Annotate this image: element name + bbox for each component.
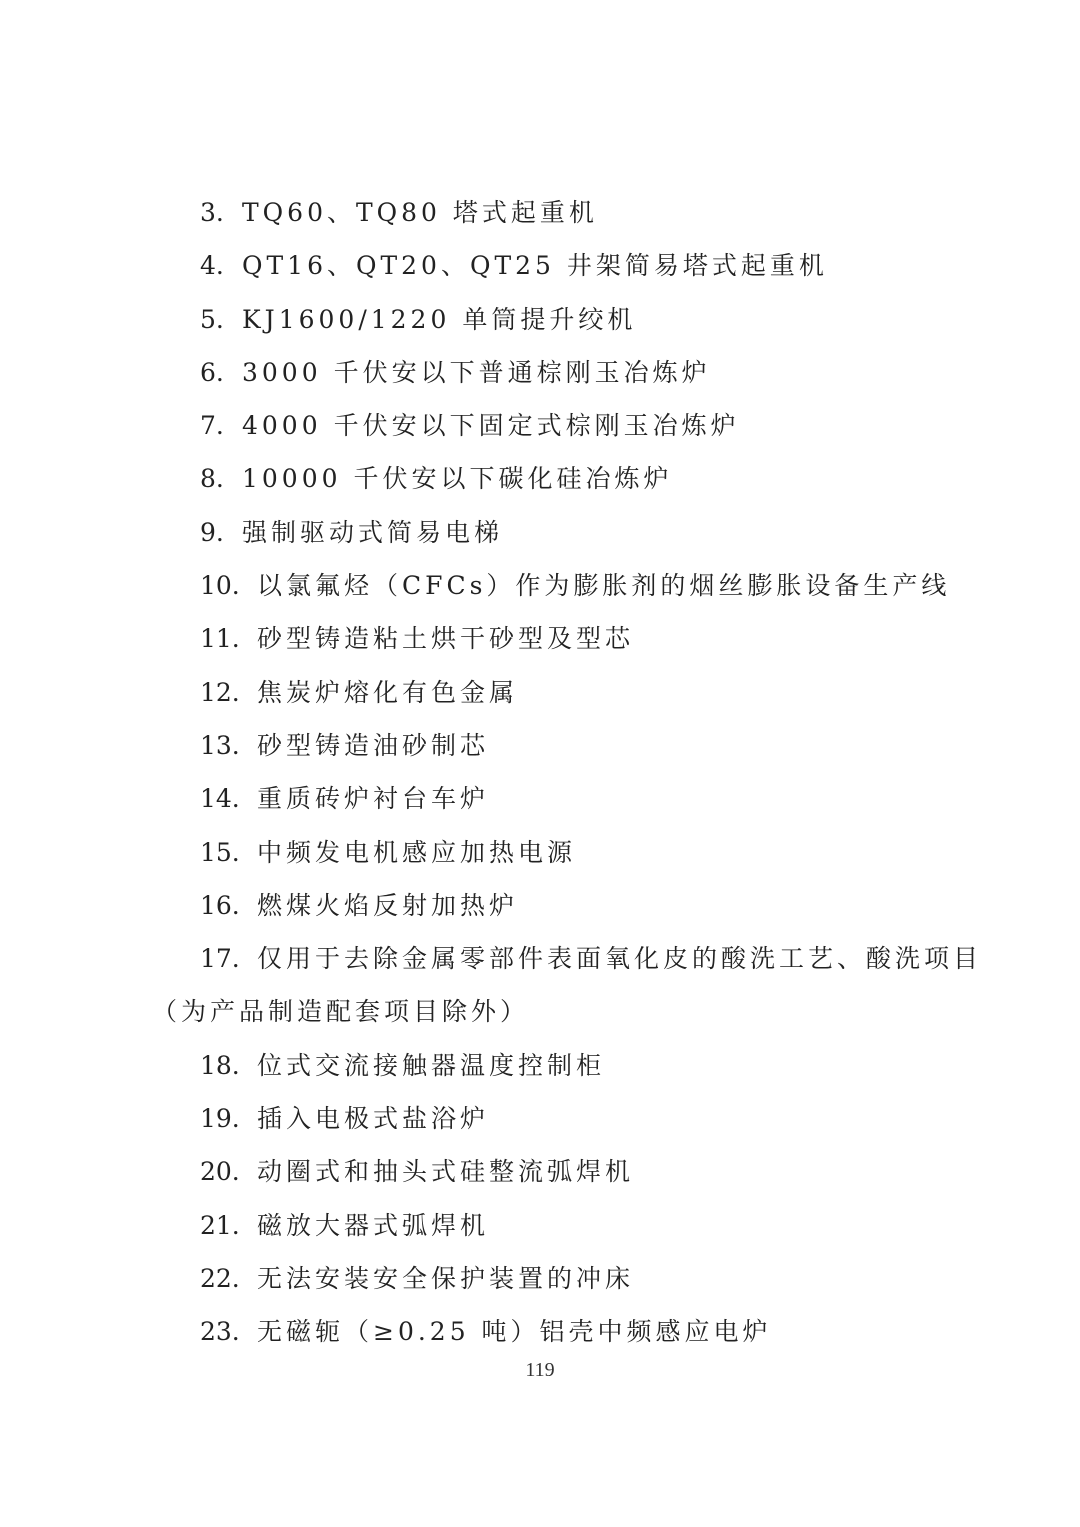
list-item <box>0 559 1080 612</box>
list-item <box>0 1145 1080 1198</box>
list-item <box>0 772 1080 825</box>
item-number: 21. <box>200 1210 240 1240</box>
item-text: KJ1600/1220 单筒提升绞机 <box>242 304 637 334</box>
item-number: 16. <box>200 890 240 920</box>
item-text: 位式交流接触器温度控制柜 <box>257 1050 606 1080</box>
list-item <box>0 1305 1080 1358</box>
item-text: 动圈式和抽头式硅整流弧焊机 <box>257 1157 635 1187</box>
item-number: 14. <box>200 784 240 814</box>
item-text: 砂型铸造油砂制芯 <box>257 730 490 760</box>
list-item <box>0 239 1080 292</box>
item-number: 7. <box>200 411 224 441</box>
item-text: 4000 千伏安以下固定式棕刚玉冶炼炉 <box>242 411 740 441</box>
item-text: 无法安装安全保护装置的冲床 <box>257 1263 635 1293</box>
list-item <box>0 666 1080 719</box>
item-list <box>0 186 1080 1359</box>
item-number: 19. <box>200 1104 240 1134</box>
list-item <box>0 612 1080 665</box>
list-item <box>0 879 1080 932</box>
item-number: 6. <box>200 357 224 387</box>
item-text: 无磁轭（≥0.25 吨）铝壳中频感应电炉 <box>257 1317 772 1347</box>
item-text: 10000 千伏安以下碳化硅冶炼炉 <box>242 464 673 494</box>
item-text: （为产品制造配套项目除外） <box>152 997 530 1027</box>
list-item <box>0 1252 1080 1305</box>
item-number: 23. <box>200 1317 240 1347</box>
page-number: 119 <box>525 1359 555 1381</box>
item-text: 重质砖炉衬台车炉 <box>257 784 490 814</box>
list-item <box>0 506 1080 559</box>
item-text: 焦炭炉熔化有色金属 <box>257 677 519 707</box>
list-item <box>0 719 1080 772</box>
item-number: 22. <box>200 1263 240 1293</box>
item-text: 强制驱动式简易电梯 <box>242 517 504 547</box>
item-text: 3000 千伏安以下普通棕刚玉冶炼炉 <box>242 357 711 387</box>
item-number: 11. <box>200 624 240 654</box>
item-number: 13. <box>200 730 240 760</box>
list-item <box>0 186 1080 239</box>
item-text: 以氯氟烃（CFCs）作为膨胀剂的烟丝膨胀设备生产线 <box>257 571 951 601</box>
item-text: 磁放大器式弧焊机 <box>257 1210 490 1240</box>
item-number: 15. <box>200 837 240 867</box>
item-text: QT16、QT20、QT25 井架简易塔式起重机 <box>242 251 828 281</box>
list-item <box>0 346 1080 399</box>
list-item <box>0 452 1080 505</box>
item-number: 8. <box>200 464 224 494</box>
item-number: 20. <box>200 1157 240 1187</box>
list-item <box>0 826 1080 879</box>
list-item <box>0 1092 1080 1145</box>
item-number: 4. <box>200 251 224 281</box>
item-number: 12. <box>200 677 240 707</box>
item-text: 仅用于去除金属零部件表面氧化皮的酸洗工艺、酸洗项目 <box>257 944 983 974</box>
item-text: 砂型铸造粘土烘干砂型及型芯 <box>257 624 635 654</box>
item-number: 10. <box>200 571 240 601</box>
item-text: TQ60、TQ80 塔式起重机 <box>242 198 598 227</box>
item-number: 5. <box>200 304 224 334</box>
item-number: 17. <box>200 944 240 974</box>
list-item-continuation <box>0 985 1080 1038</box>
item-number: 9. <box>200 517 224 547</box>
item-number: 3. <box>200 198 224 227</box>
list-item <box>0 932 1080 985</box>
item-number: 18. <box>200 1050 240 1080</box>
item-text: 燃煤火焰反射加热炉 <box>257 890 519 920</box>
list-item <box>0 1039 1080 1092</box>
item-text: 中频发电机感应加热电源 <box>257 837 577 867</box>
item-text: 插入电极式盐浴炉 <box>257 1104 490 1134</box>
list-item <box>0 399 1080 452</box>
list-item <box>0 1199 1080 1252</box>
list-item <box>0 293 1080 346</box>
